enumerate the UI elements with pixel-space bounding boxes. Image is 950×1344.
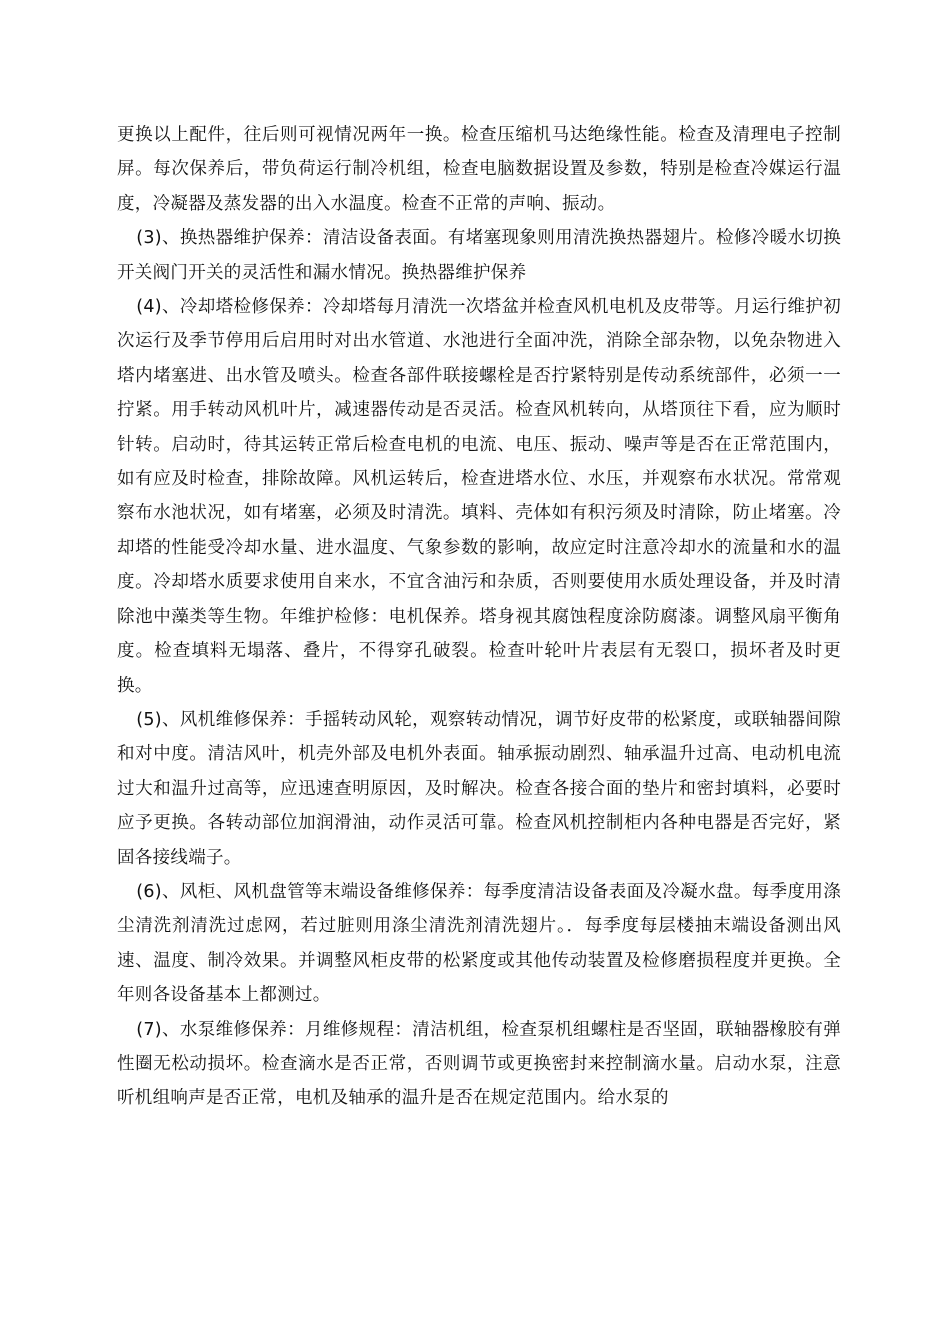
paragraph-water-pump: (7)、水泵维修保养：月维修规程：清洁机组，检查泵机组螺柱是否坚固，联轴器橡胶有弹性圈无松动损坏。检查滴水是否正常，否则调节或更换密封来控制滴水量。启动水泵，注意听机组响声是否正常，电机及轴承的温升是否在规定范围内。给水泵的 <box>117 1019 841 1109</box>
document-body <box>117 118 841 1116</box>
paragraph-fan: (5)、风机维修保养：手摇转动风轮，观察转动情况，调节好皮带的松紧度，或联轴器间隙和对中度。清洁风叶，机壳外部及电机外表面。轴承振动剧烈、轴承温升过高、电动机电流过大和温升过高等，应迅速查明原因，及时解决。检查各接合面的垫片和密封填料，必要时应予更换。各转动部位加润滑油，动作灵活可靠。检查风机控制柜内各种电器是否完好，紧固各接线端子。 <box>117 709 841 868</box>
paragraph-terminal-equipment: (6)、风柜、风机盘管等末端设备维修保养：每季度清洁设备表面及冷凝水盘。每季度用涤尘清洗剂清洗过虑网，若过脏则用涤尘清洗剂清洗翅片。．每季度每层楼抽末端设备测出风速、温度、制冷效果。并调整风柜皮带的松紧度或其他传动装置及检修磨损程度并更换。全年则各设备基本上都测过。 <box>117 881 841 1006</box>
paragraph-cooling-tower: (4)、冷却塔检修保养：冷却塔每月清洗一次塔盆并检查风机电机及皮带等。月运行维护初次运行及季节停用后启用时对出水管道、水池进行全面冲洗，消除全部杂物，以免杂物进入塔内堵塞进、出水管及喷头。检查各部件联接螺栓是否拧紧特别是传动系统部件，必须一一拧紧。用手转动风机叶片，减速器传动是否灵活。检查风机转向，从塔顶往下看，应为顺时针转。启动时，待其运转正常后检查电机的电流、电压、振动、噪声等是否在正常范围内，如有应及时检查，排除故障。风机运转后，检查进塔水位、水压，并观察布水状况。常常观察布水池状况，如有堵塞，必须及时清洗。填料、壳体如有积污须及时清除，防止堵塞。冷却塔的性能受冷却水量、进水温度、气象参数的影响，故应定时注意冷却水的流量和水的温度。冷却塔水质要求使用自来水，不宜含油污和杂质，否则要使用水质处理设备，并及时清除池中藻类等生物。年维护检修：电机保养。塔身视其腐蚀程度涂防腐漆。调整风扇平衡角度。检查填料无塌落、叠片，不得穿孔破裂。检查叶轮叶片表层有无裂口，损坏者及时更换。 <box>117 297 841 696</box>
paragraph-heat-exchanger: (3)、换热器维护保养：清洁设备表面。有堵塞现象则用清洗换热器翅片。检修冷暖水切换开关阀门开关的灵活性和漏水情况。换热器维护保养 <box>117 228 841 283</box>
paragraph-continuation: 更换以上配件，往后则可视情况两年一换。检查压缩机马达绝缘性能。检查及清理电子控制屏。每次保养后，带负荷运行制冷机组，检查电脑数据设置及参数，特别是检查冷媒运行温度，冷凝器及蒸发器的出入水温度。检查不正常的声响、振动。 <box>117 125 841 214</box>
